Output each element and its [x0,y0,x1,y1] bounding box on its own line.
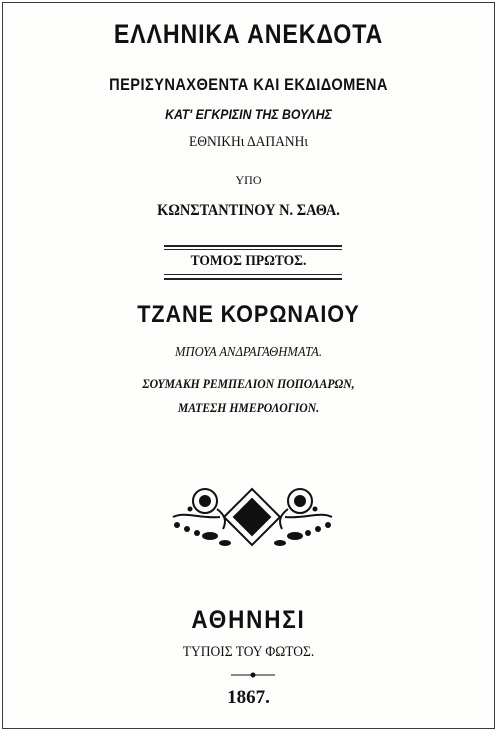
author-name: ΤΖΑΝΕ ΚΟΡΩΝΑΙΟΥ [137,301,360,328]
subtitle: ΠΕΡΙΣΥΝΑΧΘΕΝΤΑ ΚΑΙ ΕΚΔΙΔΟΜΕΝΑ [109,75,388,94]
series-title: ΕΛΛΗΝΙΚΑ ΑΝΕΚΔΟΤΑ [113,19,384,49]
city-name: ΑΘΗΝΗΣΙ [191,606,306,634]
editor-name: ΚΩΝΣΤΑΝΤΙΝΟΥ Ν. ΣΑΘΑ. [157,202,340,219]
volume-label: ΤΟΜΟΣ ΠΡΩΤΟΣ. [190,253,307,269]
small-divider-icon [229,671,277,679]
printer-name: ΤΥΠΟΙΣ ΤΟΥ ΦΩΤΟΣ. [182,644,315,660]
funding-line: ΕΘΝΙΚΗι ΔΑΠΑΝΗι [188,134,309,150]
volume-rule-bottom [164,278,342,280]
work-title: ΜΠΟΥΑ ΑΝΔΡΑΓΑΘΗΜΑΤΑ. [174,345,322,360]
volume-rule-top [164,245,342,247]
by-line: ΥΠΟ [235,173,262,187]
volume-rule-top-thin [164,249,342,250]
title-page [2,2,495,729]
floral-ornament-icon [165,481,340,553]
approval-line: ΚΑΤ' ΕΓΚΡΙΣΙΝ ΤΗΣ ΒΟΥΛΗΣ [165,106,332,122]
contents-line-2: ΜΑΤΕΣΗ ΗΜΕΡΟΛΟΓΙΟΝ. [177,400,320,415]
volume-rule-bottom-thin [164,274,342,275]
contents-line-1: ΣΟΥΜΑΚΗ ΡΕΜΠΕΛΙΟΝ ΠΟΠΟΛΑΡΩΝ, [142,376,355,391]
publication-year: 1867. [227,687,270,708]
